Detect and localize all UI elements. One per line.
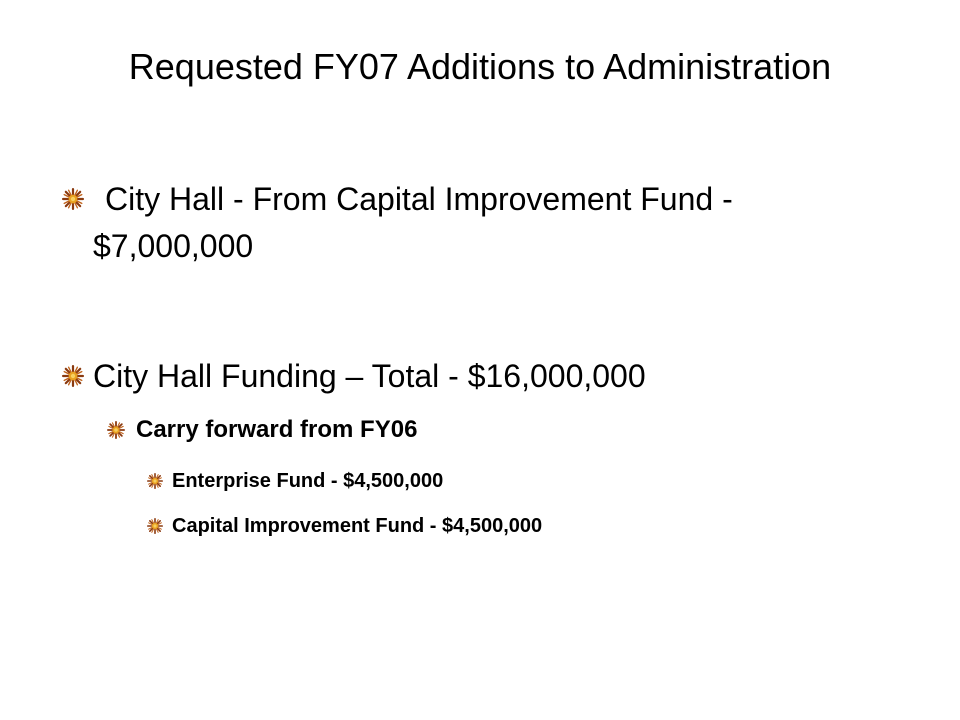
sunburst-bullet-icon [62, 365, 84, 387]
bullet-text: City Hall - From Capital Improvement Fund - $7,000,000 [93, 181, 733, 264]
sub-sub-bullet-text: Enterprise Fund - $4,500,000 [172, 470, 444, 492]
sunburst-bullet-icon [147, 518, 163, 534]
sub-bullet-item [107, 413, 417, 447]
slide-title: Requested FY07 Additions to Administration [128, 46, 832, 87]
sub-bullet-text: Carry forward from FY06 [136, 416, 418, 443]
bullet-item [62, 353, 892, 400]
sunburst-bullet-icon [147, 473, 163, 489]
sunburst-bullet-icon [62, 188, 84, 210]
sub-sub-bullet-text: Capital Improvement Fund - $4,500,000 [172, 515, 543, 537]
sub-sub-bullet-item [147, 511, 542, 541]
sub-sub-bullet-item [147, 466, 443, 496]
sunburst-bullet-icon [107, 421, 125, 439]
bullet-item [62, 176, 852, 270]
bullet-text: City Hall Funding – Total - $16,000,000 [93, 358, 646, 394]
